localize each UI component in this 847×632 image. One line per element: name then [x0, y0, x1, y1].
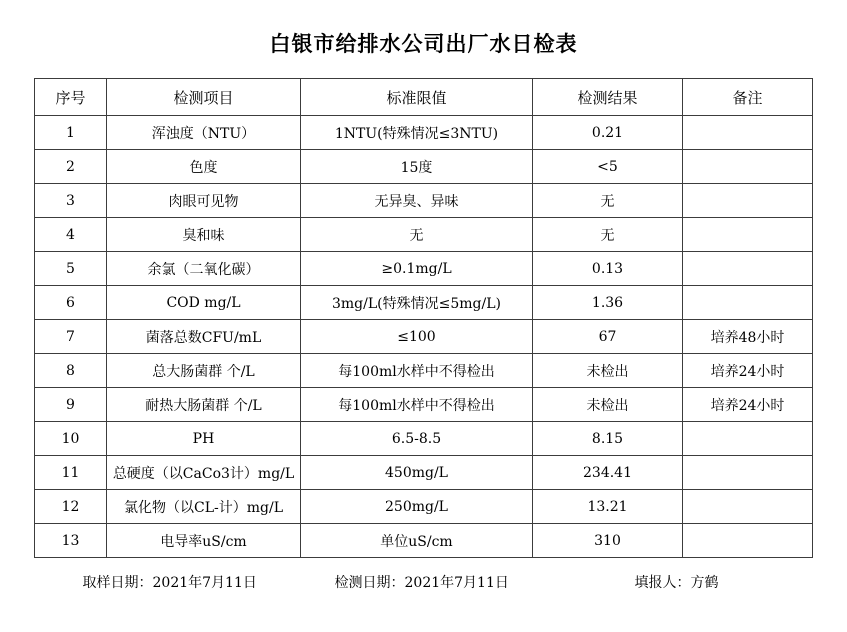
cell-remark: 培养24小时: [683, 354, 813, 388]
cell-remark: [683, 422, 813, 456]
cell-result: 无: [533, 218, 683, 252]
table-row: [35, 286, 813, 320]
cell-result: 0.13: [533, 252, 683, 286]
cell-limit: 无: [301, 218, 533, 252]
column-header-result: 检测结果: [533, 79, 683, 116]
cell-index: 4: [35, 218, 107, 252]
cell-result: 1.36: [533, 286, 683, 320]
cell-limit: 每100ml水样中不得检出: [301, 354, 533, 388]
table-row: [35, 490, 813, 524]
cell-index: 9: [35, 388, 107, 422]
footer: [35, 572, 813, 592]
cell-index: 2: [35, 150, 107, 184]
cell-item: 浑浊度（NTU）: [107, 116, 301, 150]
cell-result: 0.21: [533, 116, 683, 150]
cell-item: 总大肠菌群 个/L: [107, 354, 301, 388]
cell-limit: 15度: [301, 150, 533, 184]
document-page: [0, 28, 847, 632]
table-row: [35, 184, 813, 218]
cell-limit: 250mg/L: [301, 490, 533, 524]
cell-remark: [683, 218, 813, 252]
cell-limit: ≤100: [301, 320, 533, 354]
column-header-remark: 备注: [683, 79, 813, 116]
cell-index: 11: [35, 456, 107, 490]
cell-item: 余氯（二氧化碳）: [107, 252, 301, 286]
cell-result: 234.41: [533, 456, 683, 490]
table-header-row: [35, 79, 813, 116]
cell-index: 8: [35, 354, 107, 388]
cell-remark: [683, 184, 813, 218]
reporter: 填报人：方鹤: [634, 575, 719, 591]
cell-item: 氯化物（以CL-计）mg/L: [107, 490, 301, 524]
cell-index: 6: [35, 286, 107, 320]
cell-result: 310: [533, 524, 683, 558]
cell-remark: 培养24小时: [683, 388, 813, 422]
cell-result: 未检出: [533, 388, 683, 422]
cell-index: 13: [35, 524, 107, 558]
cell-index: 3: [35, 184, 107, 218]
cell-item: 色度: [107, 150, 301, 184]
cell-limit: 无异臭、异味: [301, 184, 533, 218]
cell-index: 10: [35, 422, 107, 456]
cell-remark: [683, 524, 813, 558]
cell-result: <5: [533, 150, 683, 184]
cell-result: 67: [533, 320, 683, 354]
water-quality-table: [34, 78, 813, 558]
cell-remark: [683, 252, 813, 286]
cell-remark: [683, 286, 813, 320]
cell-remark: [683, 456, 813, 490]
page-title: 白银市给排水公司出厂水日检表: [269, 31, 578, 56]
column-header-limit: 标准限值: [301, 79, 533, 116]
table-row: [35, 524, 813, 558]
table-row: [35, 388, 813, 422]
cell-result: 8.15: [533, 422, 683, 456]
cell-item: 耐热大肠菌群 个/L: [107, 388, 301, 422]
cell-limit: 3mg/L(特殊情况≤5mg/L): [301, 286, 533, 320]
sampling-date: 取样日期：2021年7月11日: [82, 575, 257, 591]
cell-remark: 培养48小时: [683, 320, 813, 354]
column-header-item: 检测项目: [107, 79, 301, 116]
cell-remark: [683, 490, 813, 524]
cell-limit: ≥0.1mg/L: [301, 252, 533, 286]
cell-item: 臭和味: [107, 218, 301, 252]
cell-result: 无: [533, 184, 683, 218]
cell-index: 12: [35, 490, 107, 524]
cell-index: 1: [35, 116, 107, 150]
cell-remark: [683, 150, 813, 184]
cell-item: COD mg/L: [107, 286, 301, 320]
cell-index: 7: [35, 320, 107, 354]
table-row: [35, 422, 813, 456]
table-row: [35, 150, 813, 184]
cell-item: 菌落总数CFU/mL: [107, 320, 301, 354]
cell-result: 13.21: [533, 490, 683, 524]
cell-result: 未检出: [533, 354, 683, 388]
cell-remark: [683, 116, 813, 150]
cell-limit: 1NTU(特殊情况≤3NTU): [301, 116, 533, 150]
table-row: [35, 218, 813, 252]
cell-limit: 450mg/L: [301, 456, 533, 490]
table-row: [35, 456, 813, 490]
cell-item: PH: [107, 422, 301, 456]
table-row: [35, 252, 813, 286]
column-header-index: 序号: [35, 79, 107, 116]
table-row: [35, 354, 813, 388]
cell-item: 电导率uS/cm: [107, 524, 301, 558]
cell-limit: 每100ml水样中不得检出: [301, 388, 533, 422]
cell-item: 肉眼可见物: [107, 184, 301, 218]
cell-item: 总硬度（以CaCo3计）mg/L: [107, 456, 301, 490]
cell-limit: 单位uS/cm: [301, 524, 533, 558]
table-row: [35, 116, 813, 150]
testing-date: 检测日期：2021年7月11日: [334, 575, 509, 591]
table-row: [35, 320, 813, 354]
cell-limit: 6.5-8.5: [301, 422, 533, 456]
cell-index: 5: [35, 252, 107, 286]
